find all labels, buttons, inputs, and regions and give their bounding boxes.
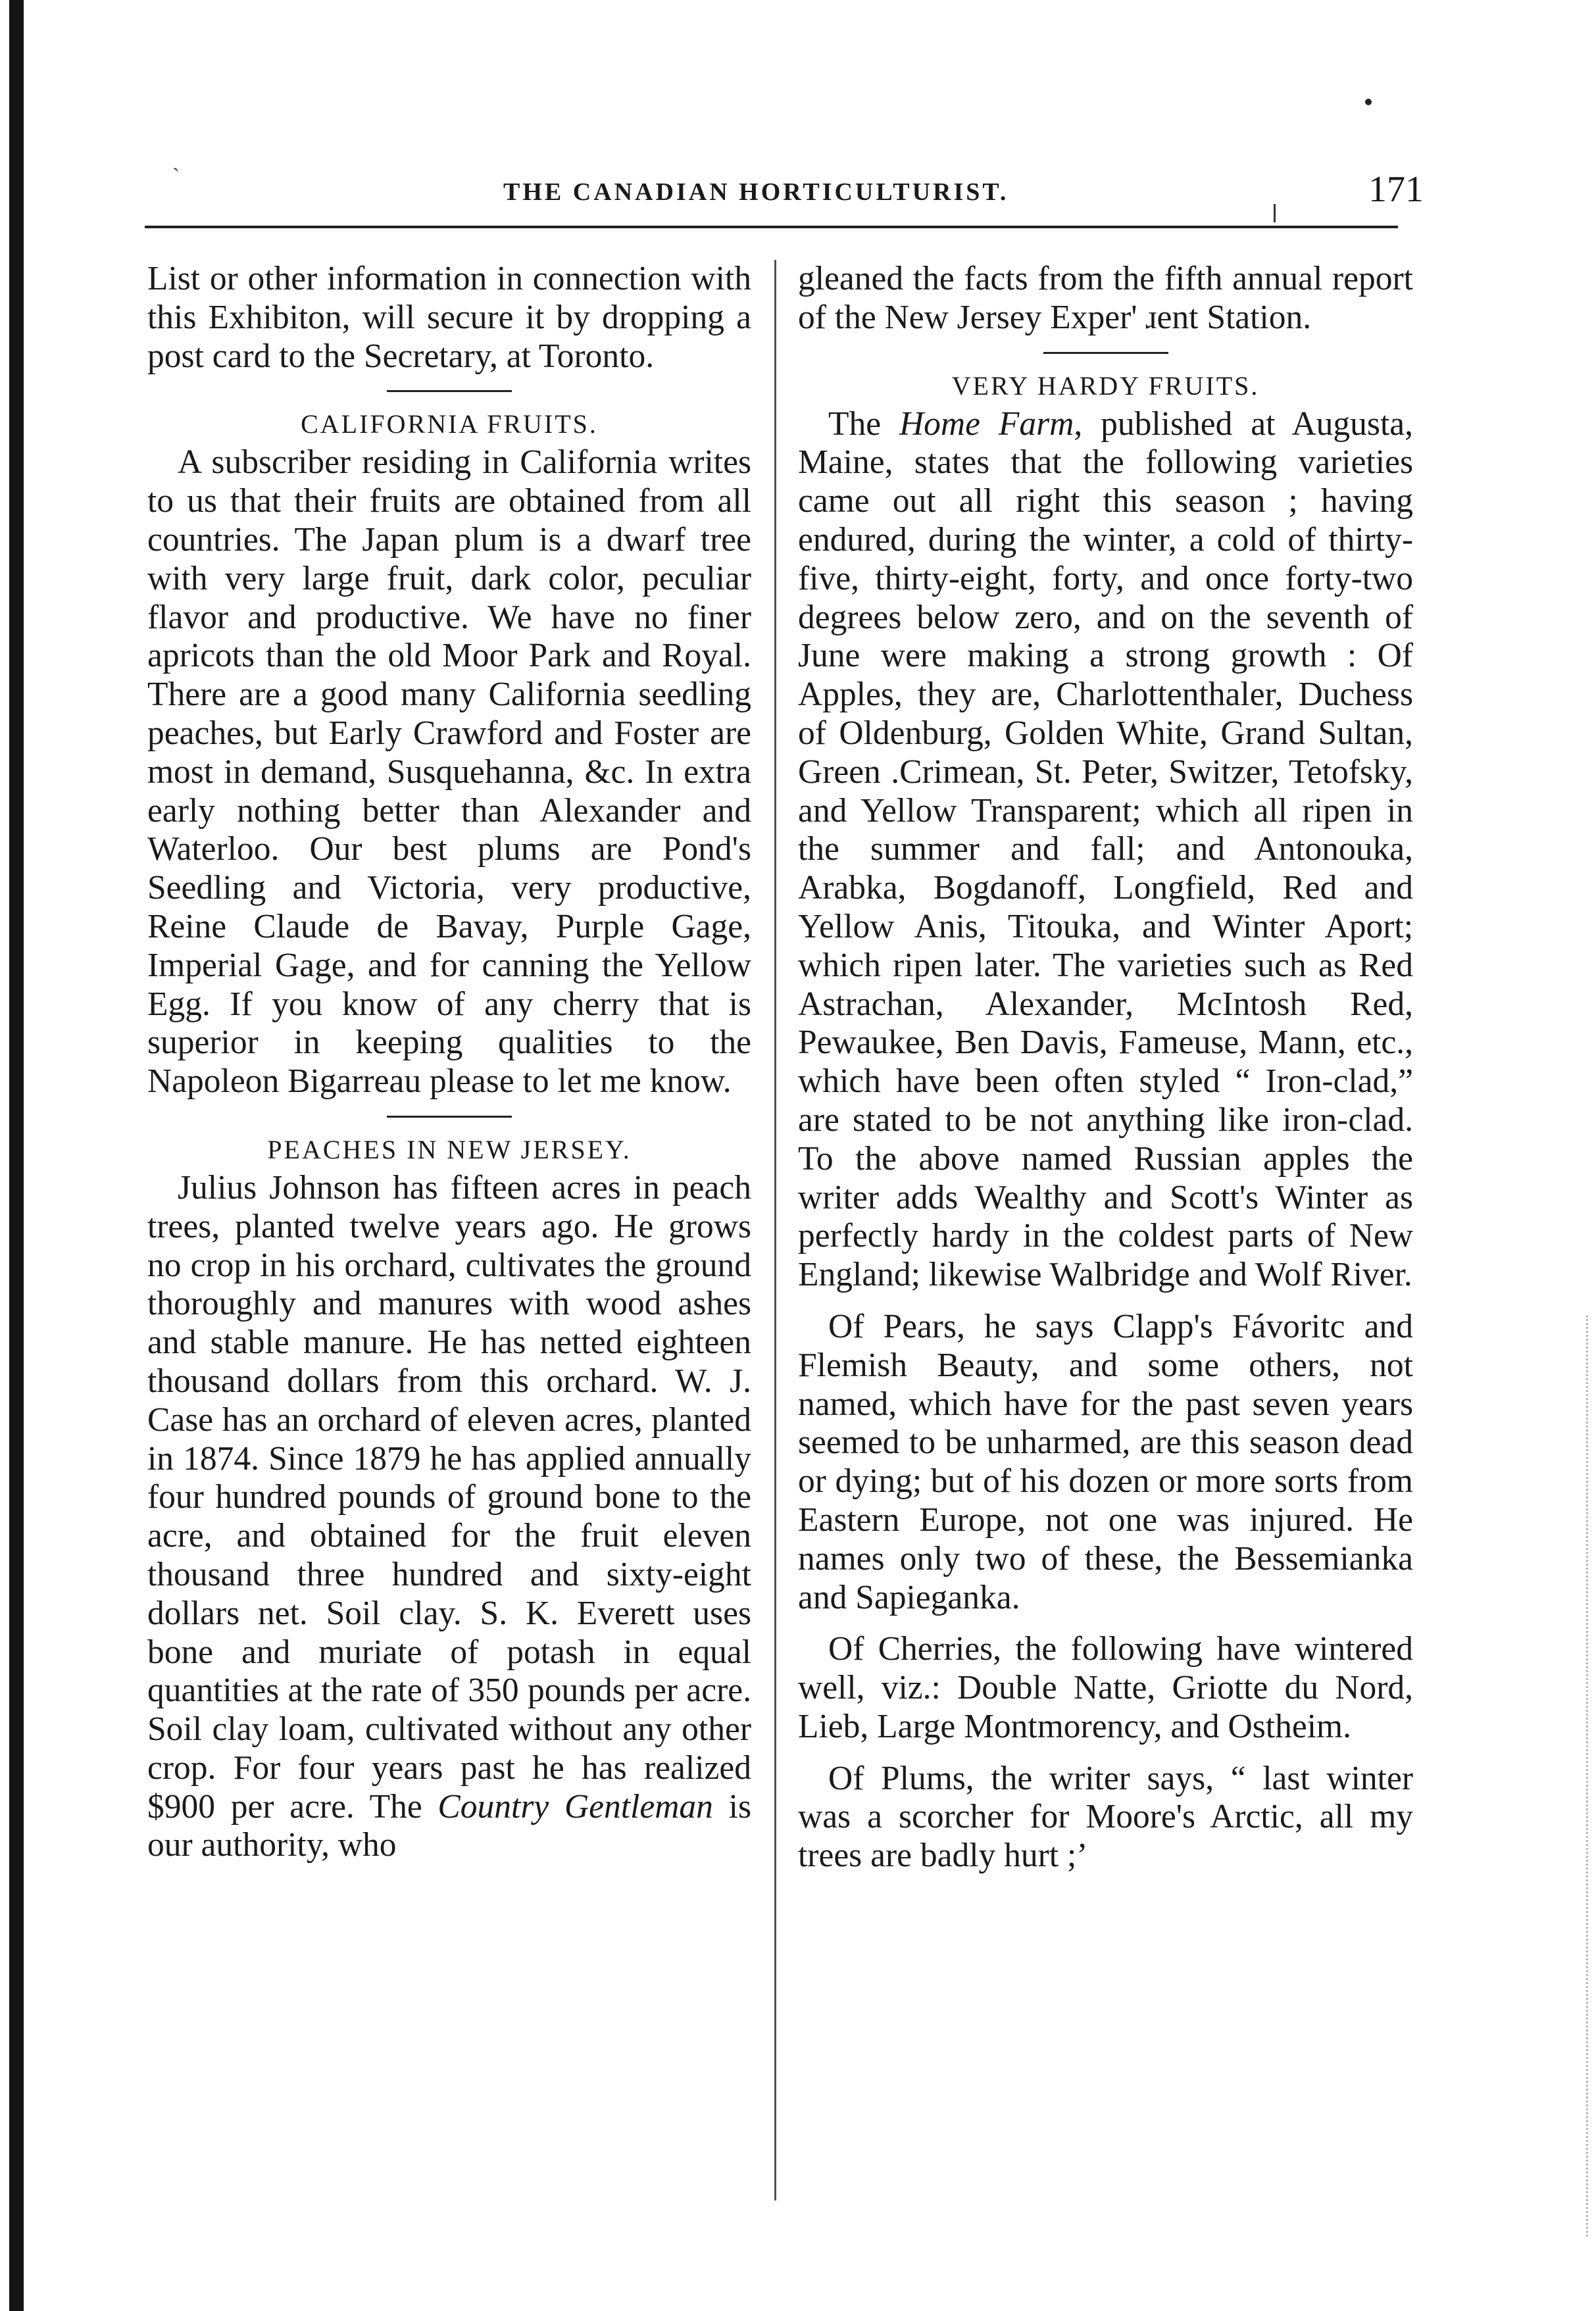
scan-edge-speckle	[1586, 1316, 1592, 2237]
section-heading: CALIFORNIA FRUITS.	[301, 409, 598, 439]
body-text: Julius Johnson has fifteen acres in peach trees, planted twelve years ago. He grows no crop in his orchard, cultivates the ground thoroughly and manures with wood ashes and stable manure. He has netted eighteen thousand dollars from this orchard. W. J. Case has an orchard of eleven acres, planted in 1874. Since 1879 he has applied annually four hundred pounds of ground bone to the acre, and obtained for the fruit eleven thousand three hundred and sixty-eight dollars net. Soil clay. S. K. Everett uses bone and muriate of potash in equal quantities at the rate of 350 pounds per acre. Soil clay loam, cultivated without any other crop. For four years past he has realized $900 per acre. The	[147, 1168, 751, 1826]
body-paragraph: Of Plums, the writer says, “ last winter was a scorcher for Moore's Arctic, all my trees are badly hurt ;’	[798, 1759, 1413, 1875]
body-text: , published at Augusta, Maine, states that the following varieties came out all right this season ; having endured, during the winter, a cold of thirty-five, thirty-eight, forty, and once forty-two degrees below zero, and on the seventh of June were making a strong growth : Of Apples, they are, Charlottenthaler, Duchess of Oldenburg, Golden White, Grand Sultan, Green .Crimean, St. Peter, Switzer, Tetofsky, and Yellow Transparent; which all ripen in the summer and fall; and Antonouka, Arabka, Bogdanoff, Longfield, Red and Yellow Anis, Titouka, and Winter Aport; which ripen later. The varieties such as Red Astrachan, Alexander, McIntosh Red, Pewaukee, Ben Davis, Fameuse, Mann, etc., which have been often styled “ Iron-clad,” are stated to be not anything like iron-clad. To the above named Russian apples the writer adds Wealthy and Scott's Winter as perfectly hardy in the coldest parts of New England; likewise Walbridge and Wolf River.	[798, 405, 1413, 1294]
section-heading: PEACHES IN NEW JERSEY.	[267, 1134, 632, 1164]
intro-paragraph: List or other information in connection with this Exhibiton, will secure it by dropping a post card to the Secretary, at Toronto.	[147, 260, 751, 375]
section-divider	[1043, 352, 1168, 354]
body-paragraph	[147, 1169, 751, 1865]
ink-mark: `	[172, 164, 180, 189]
ink-speck	[1365, 99, 1372, 105]
publication-title: Home Farm	[899, 405, 1074, 443]
continuation-paragraph: gleaned the facts from the fifth annual report of the New Jersey Exper' ɹent Station.	[798, 260, 1413, 336]
body-text: The	[828, 405, 899, 443]
body-paragraph: Of Cherries, the following have wintered well, viz.: Double Natte, Griotte du Nord, Lieb, Large Montmorency, and Ostheim.	[798, 1630, 1413, 1745]
body-text: is our authority, who	[147, 1787, 751, 1864]
body-paragraph: A subscriber residing in California writes to us that their fruits are obtained from all countries. The Japan plum is a dwarf tree with very large fruit, dark color, peculiar flavor and productive. We have no finer apricots than the old Moor Park and Royal. There are a good many California seedling peaches, but Early Crawford and Foster are most in demand, Susquehanna, &c. In extra early nothing better than Alexander and Waterloo. Our best plums are Pond's Seedling and Victoria, very productive, Reine Claude de Bavay, Purple Gage, Imperial Gage, and for canning the Yellow Egg. If you know of any cherry that is superior in keeping qualities to the Napoleon Bigarreau please to let me know.	[147, 443, 751, 1101]
running-head: THE CANADIAN HORTICULTURIST.	[503, 178, 1009, 206]
header-rule	[145, 226, 1398, 228]
page-header	[148, 169, 1424, 224]
divider-wrap	[798, 352, 1413, 354]
column-divider	[774, 260, 776, 2200]
section-divider	[387, 1116, 512, 1118]
left-column	[147, 260, 751, 1865]
right-column	[798, 260, 1413, 1876]
page-number: 171	[1368, 169, 1424, 210]
body-paragraph: Of Pears, he says Clapp's Fávoritc and Flemish Beauty, and some others, not named, which have for the past seven years seemed to be unharmed, are this season dead or dying; but of his dozen or more sorts from Eastern Europe, not one was injured. He names only two of these, the Bessemianka and Sapieganka.	[798, 1307, 1413, 1616]
section-heading: VERY HARDY FRUITS.	[951, 370, 1260, 401]
scan-edge-shadow	[9, 0, 24, 2311]
publication-title: Country Gentleman	[437, 1787, 713, 1826]
section-divider	[387, 390, 512, 392]
body-paragraph	[798, 405, 1413, 1295]
